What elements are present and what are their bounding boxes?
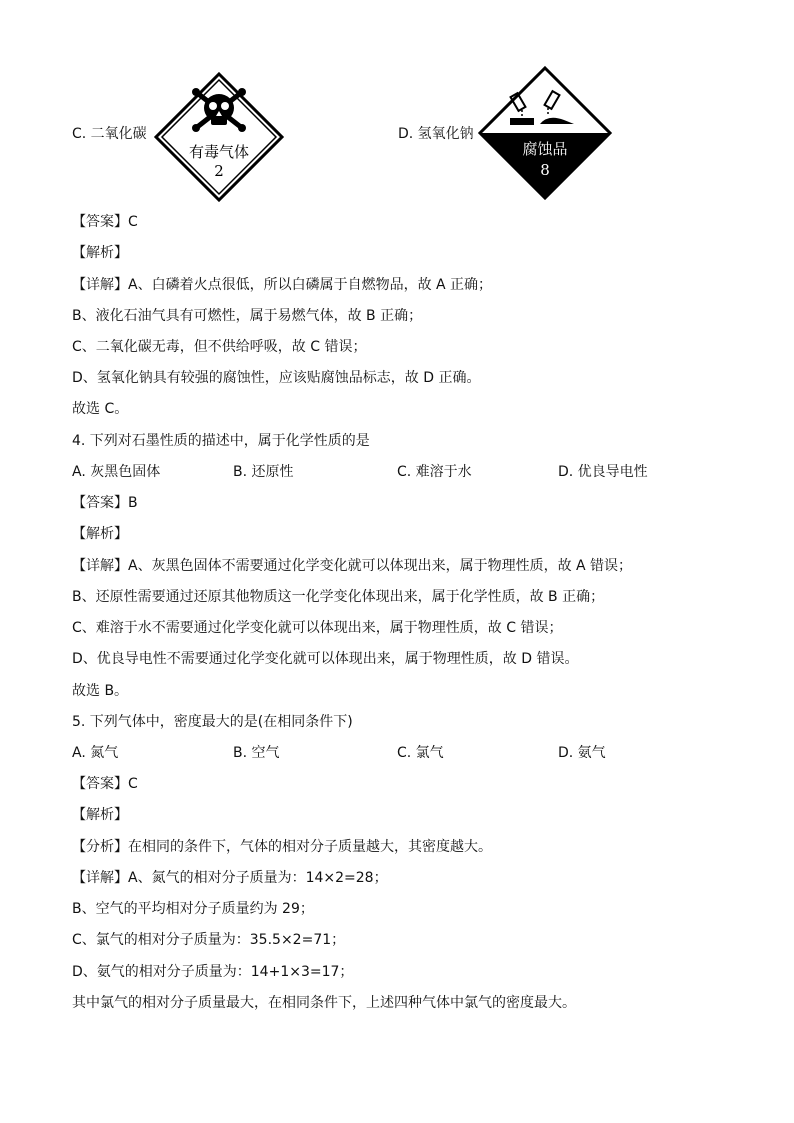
q4-conclusion: 故选 B。	[72, 683, 129, 699]
q3-option-c: C. 二氧化碳	[72, 126, 147, 142]
q4-option-b: B. 还原性	[233, 464, 294, 480]
q4-detail-b: B、还原性需要通过还原其他物质这一化学变化体现出来，属于化学性质，故 B 正确；	[72, 589, 605, 605]
q5-question: 5. 下列气体中，密度最大的是(在相同条件下)	[72, 714, 353, 730]
corrosive-label: 腐蚀品	[522, 140, 568, 158]
q3-detail-c: C、二氧化碳无毒，但不供给呼吸，故 C 错误；	[72, 339, 367, 355]
q5-conclusion: 其中氯气的相对分子质量最大，在相同条件下，上述四种气体中氯气的密度最大。	[72, 995, 576, 1011]
toxic-gas-sign	[154, 72, 284, 202]
q5-option-c: C. 氯气	[397, 745, 444, 761]
q4-detail-d: D、优良导电性不需要通过化学变化就可以体现出来，属于物理性质，故 D 错误。	[72, 651, 579, 667]
toxic-gas-class-number: 2	[214, 162, 224, 180]
q3-detail-b: B、液化石油气具有可燃性，属于易燃气体，故 B 正确；	[72, 308, 423, 324]
q5-option-b: B. 空气	[233, 745, 280, 761]
q5-detail-a: 【详解】A、氮气的相对分子质量为：14×2=28；	[72, 870, 388, 886]
q5-detail-c: C、氯气的相对分子质量为：35.5×2=71；	[72, 932, 346, 948]
q4-analysis-heading: 【解析】	[72, 526, 128, 542]
q3-conclusion: 故选 C。	[72, 401, 129, 417]
q5-analysis-heading: 【解析】	[72, 807, 128, 823]
q5-analysis-summary: 【分析】在相同的条件下，气体的相对分子质量越大，其密度越大。	[72, 839, 492, 855]
q3-analysis-heading: 【解析】	[72, 245, 128, 261]
q5-detail-d: D、氨气的相对分子质量为：14+1×3=17；	[72, 964, 354, 980]
q4-question: 4. 下列对石墨性质的描述中，属于化学性质的是	[72, 433, 370, 449]
q4-answer: 【答案】B	[72, 495, 138, 511]
q4-option-d: D. 优良导电性	[558, 464, 648, 480]
q3-detail-a: 【详解】A、白磷着火点很低，所以白磷属于自燃物品，故 A 正确；	[72, 277, 493, 293]
q3-answer: 【答案】C	[72, 214, 138, 230]
q4-detail-c: C、难溶于水不需要通过化学变化就可以体现出来，属于物理性质，故 C 错误；	[72, 620, 563, 636]
q4-option-a: A. 灰黑色固体	[72, 464, 161, 480]
q3-option-d: D. 氢氧化钠	[398, 126, 474, 142]
q5-option-a: A. 氮气	[72, 745, 119, 761]
q4-detail-a: 【详解】A、灰黑色固体不需要通过化学变化就可以体现出来，属于物理性质，故 A 错误；	[72, 558, 633, 574]
corrosive-sign	[478, 66, 612, 200]
q4-option-c: C. 难溶于水	[397, 464, 472, 480]
toxic-gas-label: 有毒气体	[188, 143, 250, 161]
q5-option-d: D. 氨气	[558, 745, 606, 761]
corrosive-class-number: 8	[540, 161, 550, 179]
q5-answer: 【答案】C	[72, 776, 138, 792]
q3-detail-d: D、氢氧化钠具有较强的腐蚀性，应该贴腐蚀品标志，故 D 正确。	[72, 370, 481, 386]
q5-detail-b: B、空气的平均相对分子质量约为 29；	[72, 901, 314, 917]
